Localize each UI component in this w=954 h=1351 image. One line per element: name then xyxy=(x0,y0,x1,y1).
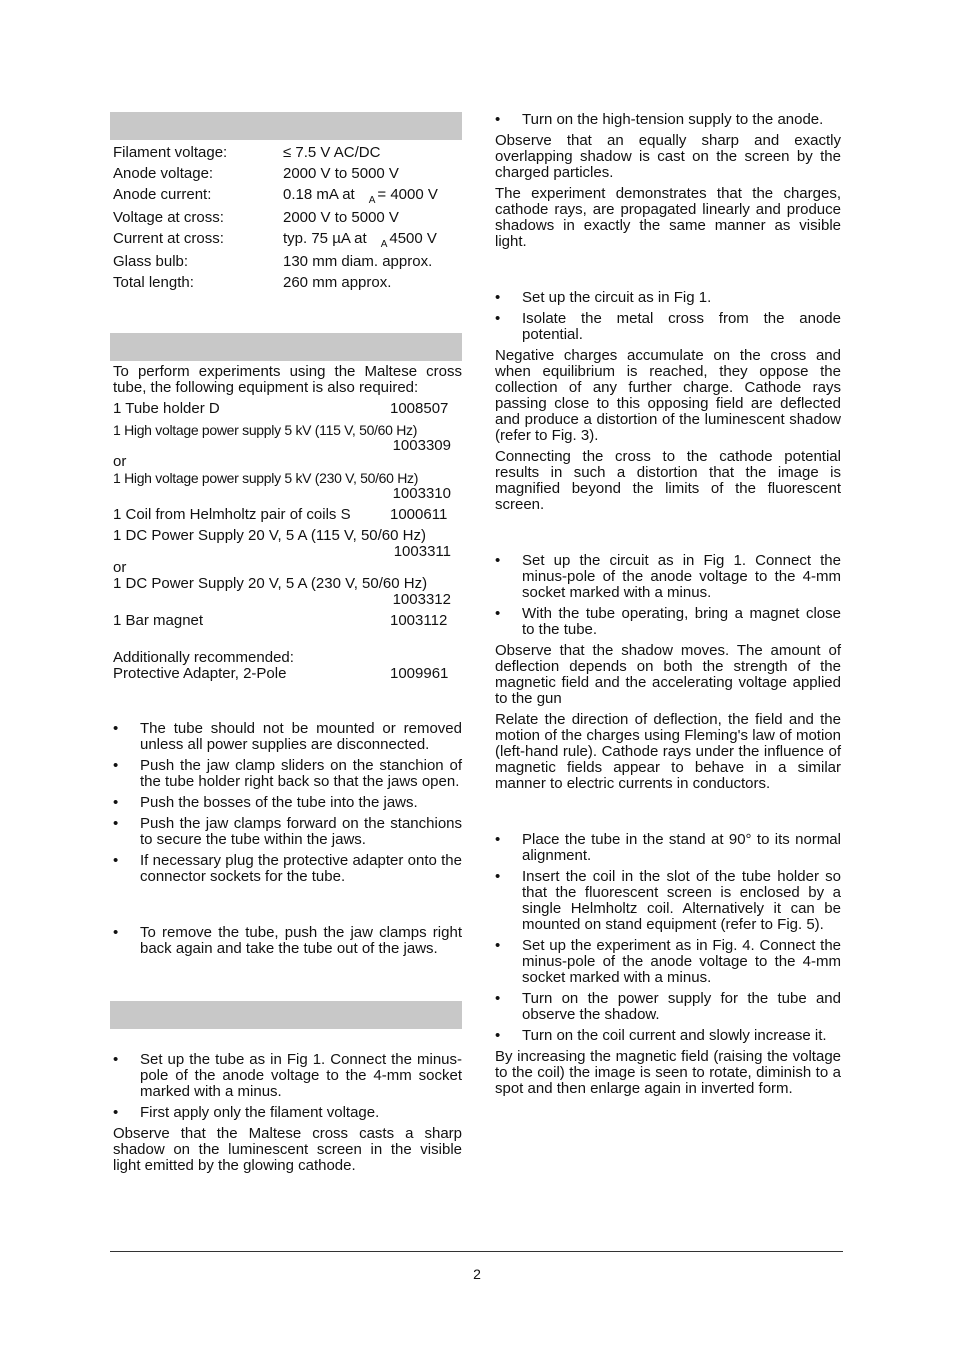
list-item: • If necessary plug the protective adapter onto the connector sockets for the tube. xyxy=(113,852,462,885)
list-item: • The tube should not be mounted or removed unless all power supplies are disconnected. xyxy=(113,720,462,753)
experiment-2-steps xyxy=(495,290,841,343)
paragraph: Negative charges accumulate on the cross and when equilibrium is reached, they oppose the collection of any further charge. Cathode rays passing close to this opposing field are deflected and produce a distortion of the luminescent shadow (refer to Fig. 3). xyxy=(495,347,841,444)
page-number: 2 xyxy=(473,1266,481,1282)
equipment-item: 1 Coil from Helmholtz pair of coils S 1000611 xyxy=(113,506,448,523)
bullet: • xyxy=(495,310,501,327)
list-item: • Push the bosses of the tube into the jaws. xyxy=(113,794,418,811)
bullet: • xyxy=(495,1027,501,1044)
section-heading-bar-specs xyxy=(110,112,462,140)
removal-steps xyxy=(113,925,462,957)
experiment-3-steps xyxy=(495,553,841,638)
list-item: • To remove the tube, push the jaw clamps right back again and take the tube out of the jaws. xyxy=(113,924,462,957)
list-item: • First apply only the filament voltage. xyxy=(113,1104,380,1121)
equipment-item: 1 Bar magnet 1003112 xyxy=(113,612,448,629)
equipment-item: 1 High voltage power supply 5 kV (115 V, 50/60 Hz) 1003309 xyxy=(113,422,451,454)
list-item: • Set up the tube as in Fig 1. Connect the minus-pole of the anode voltage to the 4-mm socket marked with a minus. xyxy=(113,1051,462,1100)
footer-rule xyxy=(110,1251,843,1252)
bullet: • xyxy=(495,552,501,569)
list-item: • Set up the experiment as in Fig. 4. Connect the minus-pole of the anode voltage to the 4-mm socket marked with a minus. xyxy=(495,937,841,986)
bullet: • xyxy=(113,1104,119,1121)
bullet: • xyxy=(113,1051,119,1068)
spec-row: Current at cross: typ. 75 µA at $_A$ 4500 V xyxy=(113,230,437,250)
list-item: • Place the tube in the stand at 90° to its normal alignment. xyxy=(495,831,841,864)
left-column xyxy=(113,112,462,1174)
specs-table xyxy=(113,145,462,291)
paragraph: Observe that an equally sharp and exactly overlapping shadow is cast on the screen by the charged particles. xyxy=(495,132,841,181)
spec-row: Total length: 260 mm approx. xyxy=(113,274,392,291)
spec-row: Glass bulb: 130 mm diam. approx. xyxy=(113,253,433,270)
equipment-or: or xyxy=(113,453,127,470)
paragraph: The experiment demonstrates that the charges, cathode rays, are propagated linearly and produce shadows in exactly the same manner as visible light. xyxy=(495,185,841,250)
bullet: • xyxy=(113,720,119,737)
recommended-label: Additionally recommended: xyxy=(113,649,294,666)
equipment-intro: To perform experiments using the Maltese cross tube, the following equipment is also required: xyxy=(113,363,462,396)
bullet: • xyxy=(495,868,501,885)
bullet: • xyxy=(113,924,119,941)
list-item: • Push the jaw clamps forward on the stanchions to secure the tube within the jaws. xyxy=(113,815,462,848)
bullet: • xyxy=(495,605,501,622)
paragraph: Observe that the shadow moves. The amount of deflection depends on both the strength of the magnetic field and the accelerating voltage applied to the gun xyxy=(495,642,841,707)
list-item: • Insert the coil in the slot of the tube holder so that the fluorescent screen is enclosed by a single Helmholtz coil. Alternatively it can be mounted on stand equipment (refer to Fig. 5). xyxy=(495,868,841,933)
bullet: • xyxy=(495,937,501,954)
list-item: • Isolate the metal cross from the anode potential. xyxy=(495,310,841,343)
spec-row: Anode current: 0.18 mA at $_A$ = 4000 V xyxy=(113,186,438,206)
bullet: • xyxy=(113,852,119,869)
spec-row: Voltage at cross: 2000 V to 5000 V xyxy=(113,209,399,226)
spec-row: Filament voltage: ≤ 7.5 V AC/DC xyxy=(113,144,381,161)
mounting-steps xyxy=(113,721,462,885)
list-item: • Turn on the high-tension supply to the anode. xyxy=(495,111,824,128)
experiment-1-paragraph: Observe that the Maltese cross casts a sharp shadow on the luminescent screen in the visible light emitted by the glowing cathode. xyxy=(113,1125,462,1174)
equipment-item: 1 High voltage power supply 5 kV (230 V, 50/60 Hz) 1003310 xyxy=(113,470,451,502)
bullet: • xyxy=(495,990,501,1007)
equipment-section xyxy=(113,364,462,682)
equipment-item: 1 DC Power Supply 20 V, 5 A (115 V, 50/60 Hz) 1003311 xyxy=(113,527,451,560)
bullet: • xyxy=(495,111,501,128)
list-item: • With the tube operating, bring a magnet close to the tube. xyxy=(495,605,841,638)
paragraph: Relate the direction of deflection, the field and the motion of the charges using Fleming's law of motion (left-hand rule). Cathode rays under the influence of magnetic fields appear to behave in a similar manner to electric currents in conductors. xyxy=(495,711,841,792)
section-heading-bar-equipment xyxy=(110,333,462,361)
equipment-item: 1 DC Power Supply 20 V, 5 A (230 V, 50/60 Hz) 1003312 xyxy=(113,575,451,608)
spec-row: Anode voltage: 2000 V to 5000 V xyxy=(113,165,399,182)
recommended-item: Protective Adapter, 2-Pole 1009961 xyxy=(113,665,449,682)
list-item: • Set up the circuit as in Fig 1. Connect the minus-pole of the anode voltage to the 4-mm socket marked with a minus. xyxy=(495,552,841,601)
paragraph: By increasing the magnetic field (raising the voltage to the coil) the image is seen to rotate, diminish to a spot and then enlarge again in inverted form. xyxy=(495,1048,841,1097)
bullet: • xyxy=(113,794,119,811)
list-item: • Push the jaw clamp sliders on the stanchion of the tube holder right back so that the jaws open. xyxy=(113,757,462,790)
bullet: • xyxy=(113,757,119,774)
experiment-1b-steps xyxy=(495,112,841,128)
list-item: • Turn on the coil current and slowly increase it. xyxy=(495,1027,827,1044)
equipment-or: or xyxy=(113,559,127,576)
bullet: • xyxy=(495,289,501,306)
list-item: • Turn on the power supply for the tube and observe the shadow. xyxy=(495,990,841,1023)
paragraph: Connecting the cross to the cathode potential results in such a distortion that the image is magnified beyond the limits of the fluorescent screen. xyxy=(495,448,841,513)
right-column xyxy=(495,112,841,1097)
bullet: • xyxy=(495,831,501,848)
experiment-1-steps xyxy=(113,1052,462,1121)
bullet: • xyxy=(113,815,119,832)
section-heading-bar-experiments xyxy=(110,1001,462,1029)
equipment-item: 1 Tube holder D 1008507 xyxy=(113,400,449,417)
experiment-4-steps xyxy=(495,832,841,1044)
list-item: • Set up the circuit as in Fig 1. xyxy=(495,289,712,306)
